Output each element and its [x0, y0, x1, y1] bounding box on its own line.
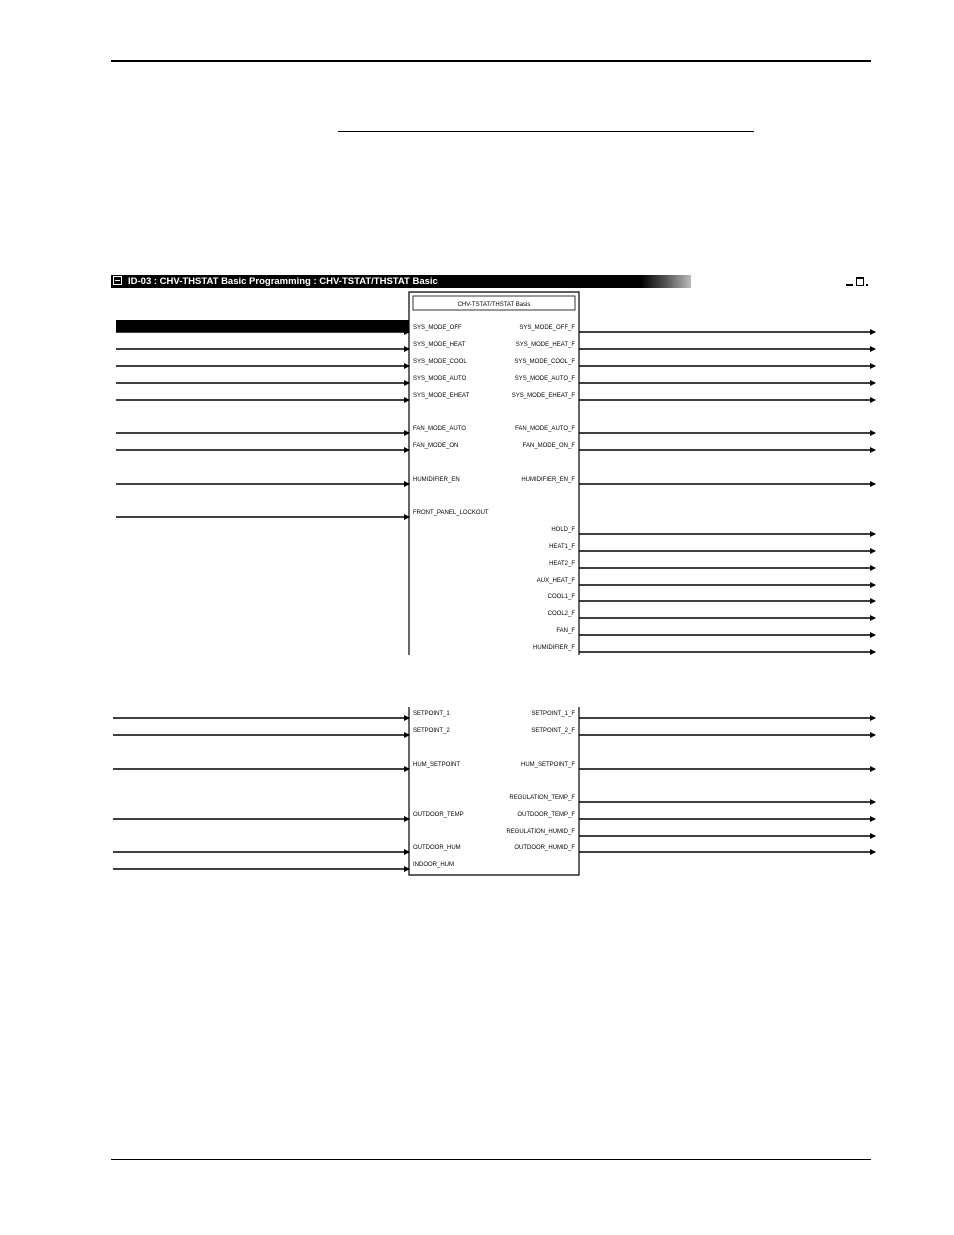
pin-label-sys-mode-off: SYS_MODE_OFF	[413, 325, 462, 331]
pin-label-outdoor-humid-f: OUTDOOR_HUMID_F	[514, 845, 575, 851]
pin-label-sys-mode-eheat: SYS_MODE_EHEAT	[413, 393, 470, 399]
pin-label-sys-mode-heat: SYS_MODE_HEAT	[413, 342, 466, 348]
pin-label-cool2-f: COOL2_F	[547, 611, 575, 617]
pin-label-aux-heat-f: AUX_HEAT_F	[536, 578, 575, 584]
pin-label-sys-mode-auto-f: SYS_MODE_AUTO_F	[514, 376, 575, 382]
pin-label-setpoint-1: SETPOINT_1	[413, 711, 450, 717]
pin-label-sys-mode-cool-f: SYS_MODE_COOL_F	[514, 359, 575, 365]
pin-label-indoor-hum: INDOOR_HUM	[413, 862, 455, 868]
pin-label-sys-mode-heat-f: SYS_MODE_HEAT_F	[515, 342, 575, 348]
pin-label-setpoint-2-f: SETPOINT_2_F	[531, 728, 575, 734]
pin-label-setpoint-1-f: SETPOINT_1_F	[531, 711, 575, 717]
pin-label-heat1-f: HEAT1_F	[549, 544, 575, 550]
pin-label-fan-mode-auto: FAN_MODE_AUTO	[413, 426, 466, 432]
pin-label-regulation-humid-f: REGULATION_HUMID_F	[506, 829, 575, 835]
selected-input-wire[interactable]	[116, 320, 409, 332]
block-name: CHV-TSTAT/THSTAT Basis	[457, 302, 531, 308]
pin-label-humidifier-en-f: HUMIDIFIER_EN_F	[521, 477, 575, 483]
pin-label-heat2-f: HEAT2_F	[549, 561, 575, 567]
pin-label-fan-f: FAN_F	[556, 628, 575, 634]
pin-label-sys-mode-cool: SYS_MODE_COOL	[413, 359, 467, 365]
pin-label-cool1-f: COOL1_F	[547, 594, 575, 600]
pin-label-fan-mode-auto-f: FAN_MODE_AUTO_F	[515, 426, 575, 432]
pin-label-hum-setpoint-f: HUM_SETPOINT_F	[520, 762, 575, 768]
pin-label-outdoor-temp: OUTDOOR_TEMP	[413, 812, 464, 818]
pin-label-hold-f: HOLD_F	[551, 527, 575, 533]
pin-label-humidifier-en: HUMIDIFIER_EN	[413, 477, 460, 483]
pin-label-sys-mode-off-f: SYS_MODE_OFF_F	[519, 325, 575, 331]
pin-label-regulation-temp-f: REGULATION_TEMP_F	[509, 795, 575, 801]
pin-label-sys-mode-eheat-f: SYS_MODE_EHEAT_F	[511, 393, 575, 399]
pin-label-humidifier-f: HUMIDIFIER_F	[533, 645, 575, 651]
pin-label-fan-mode-on-f: FAN_MODE_ON_F	[522, 443, 575, 449]
pin-label-hum-setpoint: HUM_SETPOINT	[413, 762, 461, 768]
pin-label-setpoint-2: SETPOINT_2	[413, 728, 450, 734]
pin-label-fan-mode-on: FAN_MODE_ON	[413, 443, 459, 449]
window-title: ID-03 : CHV-THSTAT Basic Programming : CHV-TSTAT/THSTAT Basic	[128, 276, 438, 287]
pin-label-front-panel-lockout: FRONT_PANEL_LOCKOUT	[413, 510, 489, 516]
pin-label-sys-mode-auto: SYS_MODE_AUTO	[413, 376, 467, 382]
pin-label-outdoor-hum: OUTDOOR_HUM	[413, 845, 461, 851]
pin-label-outdoor-temp-f: OUTDOOR_TEMP_F	[517, 812, 575, 818]
